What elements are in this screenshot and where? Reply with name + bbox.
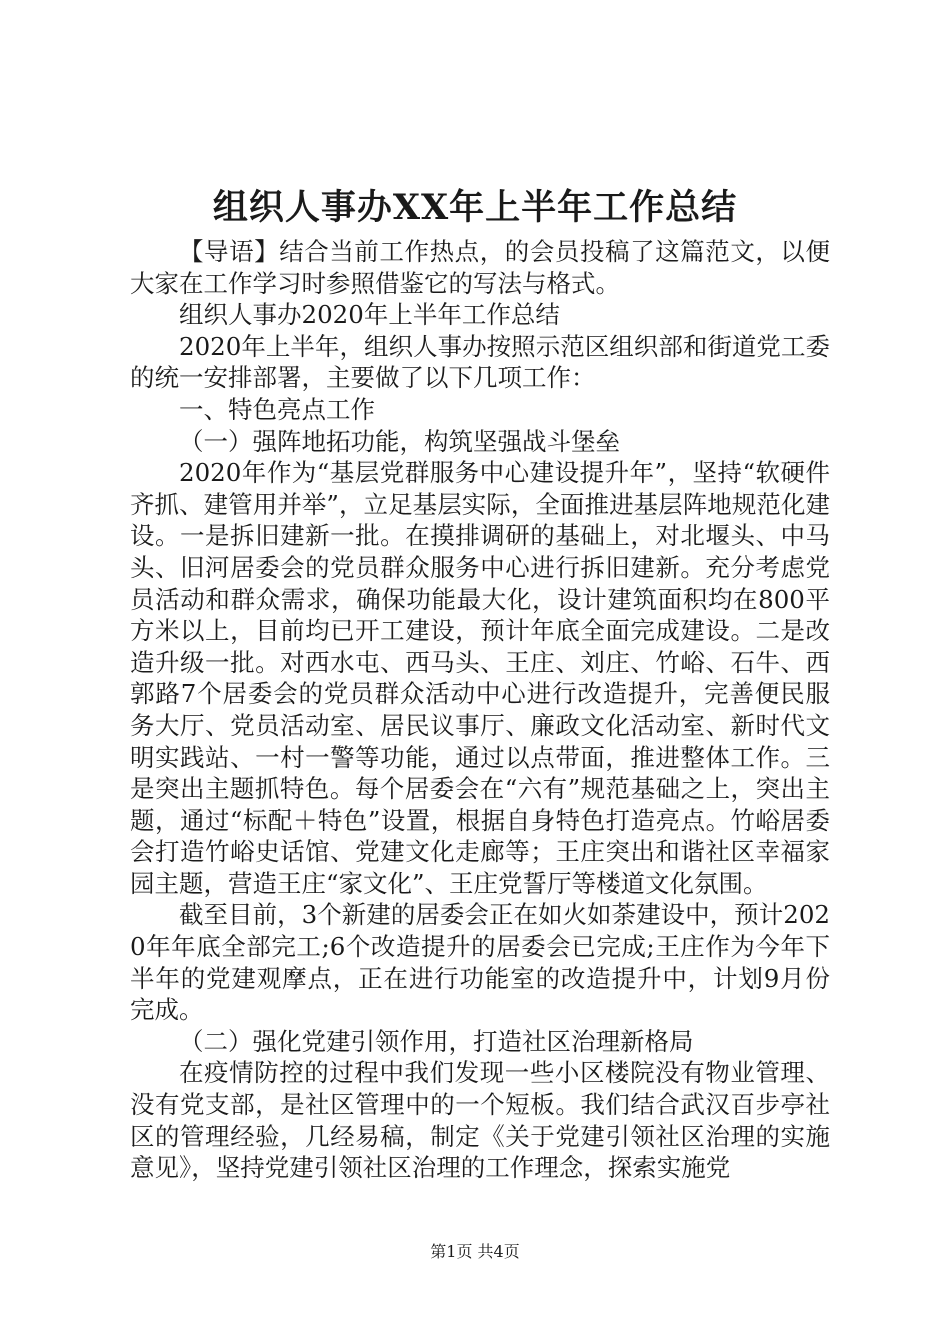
paragraph-body-3: 在疫情防控的过程中我们发现一些小区楼院没有物业管理、没有党支部，是社区管理中的一个短板。我们结合武汉百步亭社区的管理经验，几经易稿，制定《关于党建引领社区治理的实施意见》，坚持党建引领社区治理的工作理念，探索实施党 — [130, 1058, 830, 1183]
subsection-heading-1: （一）强阵地拓功能，构筑坚强战斗堡垒 — [179, 426, 620, 456]
paragraph-body-1: 2020年作为“基层党群服务中心建设提升年”，坚持“软硬件齐抓、建管用并举”，立足基层实际，全面推进基层阵地规范化建设。一是拆旧建新一批。在摸排调研的基础上，对北堰头、中马头、旧河居委会的党员群众服务中心进行拆旧建新。充分考虑党员活动和群众需求，确保功能最大化，设计建筑面积均在800平方米以上，目前均已开工建设，预计年底全面完成建设。二是改造升级一批。对西水屯、西马头、王庄、刘庄、竹峪、石牛、西郭路7个居委会的党员群众活动中心进行改造提升，完善便民服务大厅、党员活动室、居民议事厅、廉政文化活动室、新时代文明实践站、一村一警等功能，通过以点带面，推进整体工作。三是突出主题抓特色。每个居委会在“六有”规范基础之上，突出主题，通过“标配＋特色”设置，根据自身特色打造亮点。竹峪居委会打造竹峪史话馆、党建文化走廊等；王庄突出和谐社区幸福家园主题，营造王庄“家文化”、王庄党誓厅等楼道文化氛围。 — [130, 458, 830, 898]
document-body — [130, 236, 830, 1184]
paragraph-body-2: 截至目前，3个新建的居委会正在如火如荼建设中，预计2020年年底全部完工;6个改造提升的居委会已完成;王庄作为今年下半年的党建观摩点，正在进行功能室的改造提升中，计划9月份完成。 — [130, 900, 830, 1025]
subsection-heading-2: （二）强化党建引领作用，打造社区治理新格局 — [179, 1026, 694, 1056]
paragraph-subtitle: 组织人事办2020年上半年工作总结 — [179, 300, 560, 330]
section-heading-1: 一、特色亮点工作 — [179, 394, 375, 424]
paragraph-overview: 2020年上半年，组织人事办按照示范区组织部和街道党工委的统一安排部署，主要做了以下几项工作： — [130, 331, 830, 393]
page-footer: 第1页 共4页 — [430, 1242, 520, 1261]
paragraph-intro: 【导语】结合当前工作热点，的会员投稿了这篇范文，以便大家在工作学习时参照借鉴它的写法与格式。 — [130, 237, 830, 298]
document-title: 组织人事办XX年上半年工作总结 — [212, 187, 738, 228]
